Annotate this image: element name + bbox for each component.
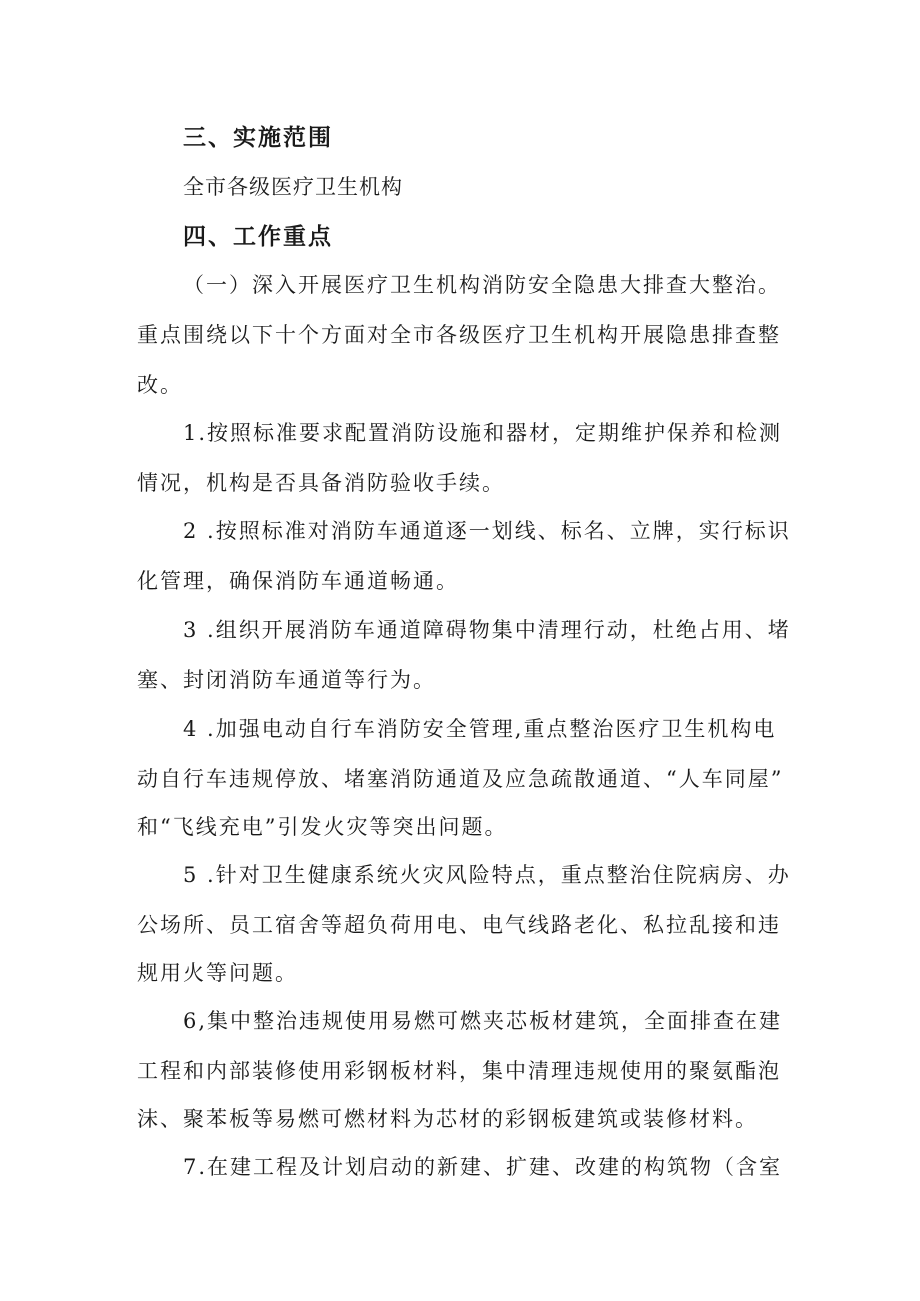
paragraph-line: 4 .加强电动自行车消防安全管理,重点整治医疗卫生机构电 bbox=[183, 717, 777, 741]
scope-body: 全市各级医疗卫生机构 bbox=[183, 175, 403, 199]
paragraph-line: 规用火等问题。 bbox=[137, 961, 298, 985]
paragraph-line: 6,集中整治违规使用易燃可燃夹芯板材建筑，全面排查在建 bbox=[183, 1009, 783, 1033]
paragraph-line: 重点围绕以下十个方面对全市各级医疗卫生机构开展隐患排查整 bbox=[137, 323, 781, 347]
paragraph-line: 和“飞线充电”引发火灾等突出问题。 bbox=[137, 815, 508, 839]
paragraph-line: 公场所、员工宿舍等超负荷用电、电气线路老化、私拉乱接和违 bbox=[137, 913, 781, 937]
paragraph-line: 情况，机构是否具备消防验收手续。 bbox=[137, 471, 505, 495]
paragraph-line: 动自行车违规停放、堵塞消防通道及应急疏散通道、“人车同屋” bbox=[137, 767, 784, 791]
paragraph-line: 沫、聚苯板等易燃可燃材料为芯材的彩钢板建筑或装修材料。 bbox=[137, 1107, 758, 1131]
paragraph-line: 塞、封闭消防车通道等行为。 bbox=[137, 668, 436, 692]
paragraph-line: 1.按照标准要求配置消防设施和器材，定期维护保养和检测 bbox=[183, 421, 783, 445]
section-heading-focus: 四、工作重点 bbox=[183, 224, 333, 250]
paragraph-line: 工程和内部装修使用彩钢板材料，集中清理违规使用的聚氨酯泡 bbox=[137, 1059, 781, 1083]
paragraph-line: 7.在建工程及计划启动的新建、扩建、改建的构筑物（含室 bbox=[183, 1155, 783, 1179]
paragraph-line: 5 .针对卫生健康系统火灾风险特点，重点整治住院病房、办 bbox=[183, 863, 791, 887]
section-heading-scope: 三、实施范围 bbox=[183, 125, 333, 151]
paragraph-line: 3 .组织开展消防车通道障碍物集中清理行动，杜绝占用、堵 bbox=[183, 618, 791, 642]
paragraph-line: （一）深入开展医疗卫生机构消防安全隐患大排查大整治。 bbox=[183, 273, 781, 297]
paragraph-line: 化管理，确保消防车通道畅通。 bbox=[137, 569, 459, 593]
paragraph-line: 改。 bbox=[137, 373, 183, 397]
paragraph-line: 2 .按照标准对消防车通道逐一划线、标名、立牌，实行标识 bbox=[183, 519, 791, 543]
